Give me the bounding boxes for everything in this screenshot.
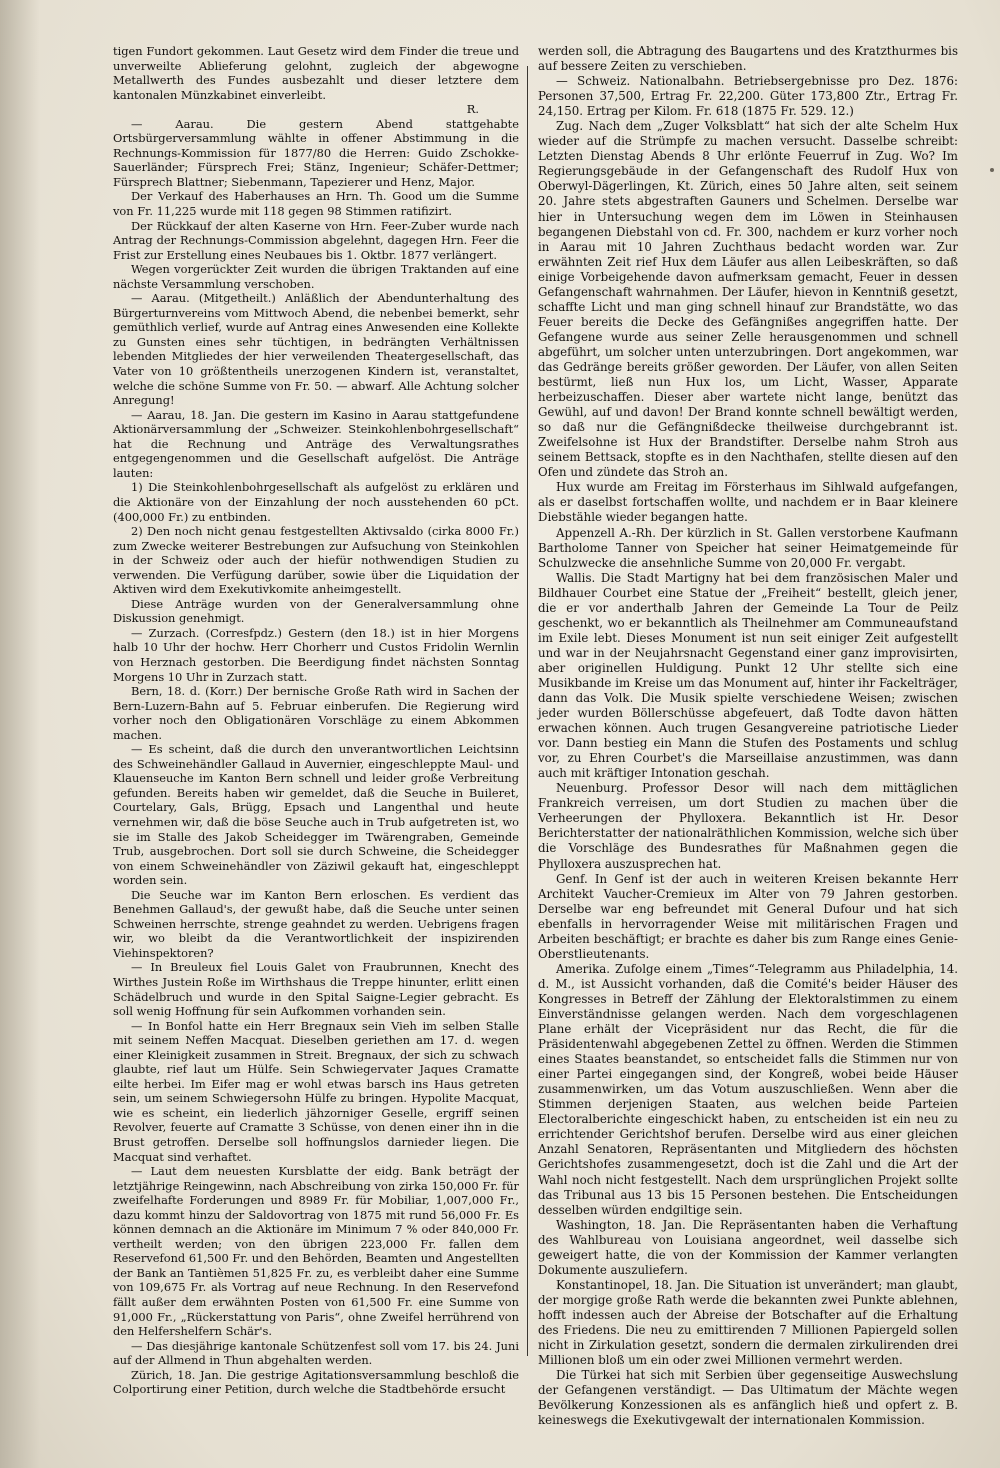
article-paragraph: Zürich, 18. Jan. Die gestrige Agitationsversammlung beschloß die Colportirung einer Petition, durch welche die Stadtbehörde ersucht bbox=[113, 1367, 519, 1397]
article-paragraph: Die Seuche war im Kanton Bern erloschen. Es verdient das Benehmen Gallaud's, der gewußt habe, daß die Seuche unter seinen Schweinen herrschte, strenge geahndet zu werden. Uebrigens fragen wir, wo bleibt da die Verantwortlichkeit der inspizirenden Viehinspektoren? bbox=[113, 887, 519, 960]
article-paragraph: — Laut dem neuesten Kursblatte der eidg. Bank beträgt der letztjährige Reingewinn, nach Abschreibung von zirka 150,000 Fr. für zweifelhafte Forderungen und 8989 Fr. für Mobiliar, 1,007,000 Fr., dazu kommt hinzu der Saldovortrag von 1875 mit rund 56,000 Fr. Es können demnach an die Aktionäre im Minimum 7 % oder 840,000 Fr. vertheilt werden; von den übrigen 223,000 Fr. fallen dem Reservefond 61,500 Fr. und den Behörden, Beamten und Angestellten der Bank an Tantièmen 51,825 Fr. zu, es verbleibt daher eine Summe von 109,675 Fr. als Vortrag auf neue Rechnung. In den Reservefond fällt außer dem erwähnten Posten von 61,500 Fr. eine Summe von 91,000 Fr., „Rückerstattung von Paris“, ohne Zweifel herrührend von den Helfershelfern Schär's. bbox=[113, 1164, 519, 1339]
article-paragraph: Der Verkauf des Haberhauses an Hrn. Th. Good um die Summe von Fr. 11,225 wurde mit 118 gegen 98 Stimmen ratifizirt. bbox=[113, 189, 519, 219]
article-paragraph: Appenzell A.-Rh. Der kürzlich in St. Gallen verstorbene Kaufmann Bartholome Tanner von Speicher hat seiner Heimatgemeinde für Schulzwecke die ansehnliche Summe von 20,000 Fr. vergabt. bbox=[538, 525, 958, 570]
article-paragraph: 2) Den noch nicht genau festgestellten Aktivsaldo (cirka 8000 Fr.) zum Zwecke weiterer Bestrebungen zur Aufsuchung von Steinkohlen in der Schweiz oder auch der hiefür nothwendigen Studien zu verwenden. Die Verfügung darüber, sowie über die Liquidation der Aktiven wird dem Exekutivkomite anheimgestellt. bbox=[113, 524, 519, 597]
article-paragraph: Zug. Nach dem „Zuger Volksblatt“ hat sich der alte Schelm Hux wieder auf die Strümpfe zu machen versucht. Dasselbe schreibt: Letzten Dienstag Abends 8 Uhr erlönte Feuerruf in Zug. Wo? Im Regierungsgebäude in der Gefangenschaft des Rudolf Hux von Oberwyl-Dägerlingen, Kt. Zürich, eines 50 Jahre alten, seit seinem 20. Jahre stets abgestraften Gauners und Schelmen. Derselbe war hier in Untersuchung wegen dem im Löwen in Steinhausen begangenen Diebstahl von cd. Fr. 300, nachdem er kurz vorher noch in Aarau mit 10 Jahren Zuchthaus bedacht worden war. Zur erwähnten Zeit rief Hux dem Läufer aus allen Leibeskräften, so daß einige Vorbeigehende davon aufmerksam gemacht, Feuer in dessen Gefangenschaft wahrnahmen. Der Läufer, hievon in Kenntniß gesetzt, schaffte Licht und man ging schnell hinauf zur Brandstätte, wo das Feuer bereits die Decke des Gefängnißes angegriffen hatte. Der Gefangene wurde aus seiner Zelle herausgenommen und schnell abgeführt, um solcher unten unterzubringen. Dort angekommen, war das Gedränge bereits größer geworden. Der Läufer, von allen Seiten bestürmt, ließ nun Hux los, um Licht, Wasser, Apparate herbeizuschaffen. Dieser aber wartete nicht lange, benützt das Gewühl, auf und davon! Der Brand konnte schnell bewältigt werden, so daß nur die Gefängnißdecke theilweise durchgebrannt ist. Zweifelsohne ist Hux der Brandstifter. Derselbe nahm Stroh aus seinem Bettsack, stopfte es in den Nachthafen, stellte diesen auf den Ofen und zündete das Stroh an. bbox=[538, 119, 958, 480]
article-paragraph: Bern, 18. d. (Korr.) Der bernische Große Rath wird in Sachen der Bern-Luzern-Bahn auf 5. Februar einberufen. Die Regierung wird vorher noch den Obligationären Vorschläge zu einem Abkommen machen. bbox=[113, 684, 519, 742]
article-paragraph: Wallis. Die Stadt Martigny hat bei dem französischen Maler und Bildhauer Courbet eine Statue der „Freiheit“ bestellt, gleich jener, die er vor anderthalb Jahren der Gemeinde La Tour de Peilz geschenkt, wo er bekanntlich als Theilnehmer am Communeaufstand im Exile lebt. Dieses Monument ist nun seit einiger Zeit aufgestellt und war in der Neujahrsnacht Gegenstand einer ganz improvisirten, aber originellen Huldigung. Punkt 12 Uhr stellte sich eine Musikbande im Kreise um das Monument auf, hinter ihr Fackelträger, dann das Volk. Die Musik spielte verschiedene Weisen; zwischen jeder wurden Böllerschüsse abgefeuert, daß Todte davon hätten erwachen können. Auch trugen Gesangvereine patriotische Lieder vor. Dann bestieg ein Mann die Stufen des Postaments und schlug vor, zu Ehren Courbet's die Marseillaise anzustimmen, was dann auch mit kräftiger Intonation geschah. bbox=[538, 570, 958, 781]
article-paragraph: Hux wurde am Freitag im Försterhaus im Sihlwald aufgefangen, als er daselbst fortschaffen wollte, und nachdem er in Baar kleinere Diebstähle wieder begangen hatte. bbox=[538, 480, 958, 525]
page-edge-shadow bbox=[0, 0, 40, 1468]
ink-speck bbox=[990, 168, 994, 172]
author-signature: R. bbox=[466, 102, 479, 117]
article-paragraph: — Schweiz. Nationalbahn. Betriebsergebnisse pro Dez. 1876: Personen 37,500, Ertrag Fr. 22,200. Güter 173,800 Ztr., Ertrag Fr. 24,150. Ertrag per Kilom. Fr. 618 (1875 Fr. 529. 12.) bbox=[538, 74, 958, 119]
article-paragraph: — Aarau, 18. Jan. Die gestern im Kasino in Aarau stattgefundene Aktionärversammlung der „Schweizer. Steinkohlenbohrgesellschaft“ hat die Rechnung und Anträge des Verwaltungsrathes entgegengenommen und die Gesellschaft aufgelöst. Die Anträge lauten: bbox=[113, 407, 519, 480]
article-paragraph: — In Breuleux fiel Louis Galet von Fraubrunnen, Knecht des Wirthes Justein Roße im Wirthshaus die Treppe hinunter, erlitt einen Schädelbruch und wurde in den Spital Saigne-Legier gebracht. Es soll wenig Hoffnung für sein Aufkommen vorhanden sein. bbox=[113, 960, 519, 1019]
column-divider bbox=[527, 66, 528, 1356]
article-paragraph: Die Türkei hat sich mit Serbien über gegenseitige Auswechslung der Gefangenen verständigt. — Das Ultimatum der Mächte wegen Bevölkerung Konzessionen als es anfänglich hieß und opfert z. B. keineswegs die Exekutivgewalt der internationalen Kommission. bbox=[538, 1368, 958, 1428]
article-paragraph: Der Rückkauf der alten Kaserne von Hrn. Feer-Zuber wurde nach Antrag der Rechnungs-Commission abgelehnt, dagegen Hrn. Feer die Frist zur Erstellung eines Neubaues bis 1. Oktbr. 1877 verlängert. bbox=[113, 218, 519, 262]
article-paragraph: — Es scheint, daß die durch den unverantwortlichen Leichtsinn des Schweinehändler Gallaud in Auvernier, eingeschleppte Maul- und Klauenseuche im Kanton Bern schnell und leider große Verbreitung gefunden. Bereits haben wir gemeldet, daß die Seuche in Buileret, Courtelary, Gals, Brügg, Epsach und Langenthal und heute vernehmen wir, daß die böse Seuche auch in Trub aufgetreten ist, wo sie im Stalle des Jakob Scheidegger im Twärengraben, Gemeinde Trub, ausgebrochen. Dort soll sie durch Schweine, die Scheidegger von einem Schweinehändler von Zäziwil gekauft hat, eingeschleppt worden sein. bbox=[113, 742, 519, 888]
article-paragraph: werden soll, die Abtragung des Baugartens und des Kratzthurmes bis auf bessere Zeiten zu verschieben. bbox=[538, 44, 958, 74]
article-paragraph: Wegen vorgerückter Zeit wurden die übrigen Traktanden auf eine nächste Versammlung verschoben. bbox=[113, 262, 519, 291]
article-paragraph: 1) Die Steinkohlenbohrgesellschaft als aufgelöst zu erklären und die Aktionäre von der Einzahlung der noch ausstehenden 60 pCt. (400,000 Fr.) zu entbinden. bbox=[113, 480, 519, 524]
article-paragraph: Diese Anträge wurden von der Generalversammlung ohne Diskussion genehmigt. bbox=[113, 596, 519, 626]
article-paragraph: Konstantinopel, 18. Jan. Die Situation ist unverändert; man glaubt, der morgige große Rath werde die bekannten zwei Punkte ablehnen, hofft indessen auch der Abreise der Botschafter auf die Erhaltung des Friedens. Die neu zu emittirenden 7 Millionen Papiergeld sollen nicht in Zirkulation gesetzt, sondern die dermalen zirkulirenden drei Millionen bloß um ein oder zwei Millionen vermehrt werden. bbox=[538, 1277, 958, 1368]
article-paragraph: Amerika. Zufolge einem „Times“-Telegramm aus Philadelphia, 14. d. M., ist Aussicht vorhanden, daß die Comité's beider Häuser des Kongresses in Betreff der Zählung der Elektoralstimmen zu einem Einverständnisse gelangen werden. Nach dem vorgeschlagenen Plane erhält der Vicepräsident nur das Recht, die für die Präsidentenwahl abgegebenen Zettel zu öffnen. Werden die Stimmen eines Staates beanstandet, so entscheidet falls die Stimmen nur von einer Partei eingegangen sind, der Kongreß, wobei beide Häuser zusammenwirken, um das Votum auszuschließen. Wenn aber die Stimmen derjenigen Staaten, aus welchen beide Parteien Electoralberichte eingeschickt haben, zu entscheiden ist ein neu zu errichtender Gerichtshof berufen. Derselbe wird aus einer gleichen Anzahl Senatoren, Repräsentanten und Mitgliedern des höchsten Gerichtshofes zusammengesetzt, doch ist die Zahl und die Art der Wahl noch nicht festgestellt. Nach dem ursprünglichen Projekt sollte das Tribunal aus 13 bis 15 Personen bestehen. Die Entscheidungen desselben würden endgiltige sein. bbox=[538, 961, 958, 1217]
article-paragraph: — Zurzach. (Corresfpdz.) Gestern (den 18.) ist in hier Morgens halb 10 Uhr der hochw. Herr Chorherr und Custos Fridolin Wernlin von Herznach gestorben. Die Beerdigung findet nächsten Sonntag Morgens 10 Uhr in Zurzach statt. bbox=[113, 625, 519, 684]
right-column bbox=[538, 44, 958, 1428]
article-paragraph: Genf. In Genf ist der auch in weiteren Kreisen bekannte Herr Architekt Vaucher-Cremieux im Alter von 79 Jahren gestorben. Derselbe war eng befreundet mit General Dufour und hat sich ebenfalls in hervorragender Weise mit militärischen Fragen und Arbeiten beschäftigt; er brachte es daher bis zum Range eines Genie-Oberstlieutenants. bbox=[538, 871, 958, 961]
article-paragraph: tigen Fundort gekommen. Laut Gesetz wird dem Finder die treue und unverweilte Ablieferung gelohnt, zugleich der abgewogne Metallwerth des Fundes ausbezahlt und dieser letztere dem kantonalen Münzkabinet einverleibt. bbox=[113, 44, 519, 102]
article-paragraph: — Aarau. (Mitgetheilt.) Anläßlich der Abendunterhaltung des Bürgerturnvereins vom Mittwoch Abend, die nebenbei bemerkt, sehr gemüthlich verlief, wurde auf Antrag eines Anwesenden eine Kollekte zu Gunsten eines sehr tüchtigen, in bedrängten Verhältnissen lebenden Mitgliedes der hier verweilenden Theatergesellschaft, das Vater von 10 größtentheils unerzogenen Kindern ist, veranstaltet, welche die schöne Summe von Fr. 50. — abwarf. Alle Achtung solcher Anregung! bbox=[113, 291, 519, 408]
article-paragraph: — Das diesjährige kantonale Schützenfest soll vom 17. bis 24. Juni auf der Allmend in Thun abgehalten werden. bbox=[113, 1338, 519, 1368]
left-column bbox=[113, 44, 519, 1397]
article-paragraph: — Aarau. Die gestern Abend stattgehabte Ortsbürgerversammlung wählte in offener Abstimmung in die Rechnungs-Kommission für 1877/80 die Herren: Guido Zschokke-Sauerländer; Fürsprech Frei; Stänz, Ingenieur; Schäfer-Dettmer; Fürsprech Blattner; Siebenmann, Tapezierer und Henz, Major. bbox=[113, 116, 519, 189]
article-paragraph: Neuenburg. Professor Desor will nach dem mittäglichen Frankreich verreisen, um dort Studien zu machen über die Verheerungen der Phylloxera. Bekanntlich ist Hr. Desor Berichterstatter der nationalräthlichen Kommission, welche sich über die Vorschläge des Bundesrathes für Maßnahmen gegen die Phylloxera auszusprechen hat. bbox=[538, 781, 958, 871]
article-paragraph: — In Bonfol hatte ein Herr Bregnaux sein Vieh im selben Stalle mit seinem Neffen Macquat. Dieselben geriethen am 17. d. wegen einer Kleinigkeit zusammen in Streit. Bregnaux, der sich zu schwach glaubte, rief laut um Hülfe. Sein Schwiegervater Jaques Cramatte eilte herbei. Im Eifer mag er wohl etwas barsch ins Haus getreten sein, um seinem Schwiegersohn Hülfe zu bringen. Hypolite Macquat, wie es scheint, ein liederlich jähzorniger Geselle, ergriff seinen Revolver, feuerte auf Cramatte 3 Schüsse, von denen einer ihn in die Brust getroffen. Derselbe soll hoffnungslos darnieder liegen. Die Macquat sind verhaftet. bbox=[113, 1018, 519, 1164]
article-paragraph: Washington, 18. Jan. Die Repräsentanten haben die Verhaftung des Wahlbureau von Louisiana angeordnet, weil dasselbe sich geweigert hatte, die von der Kommission der Kammer verlangten Dokumente auszuliefern. bbox=[538, 1217, 958, 1277]
